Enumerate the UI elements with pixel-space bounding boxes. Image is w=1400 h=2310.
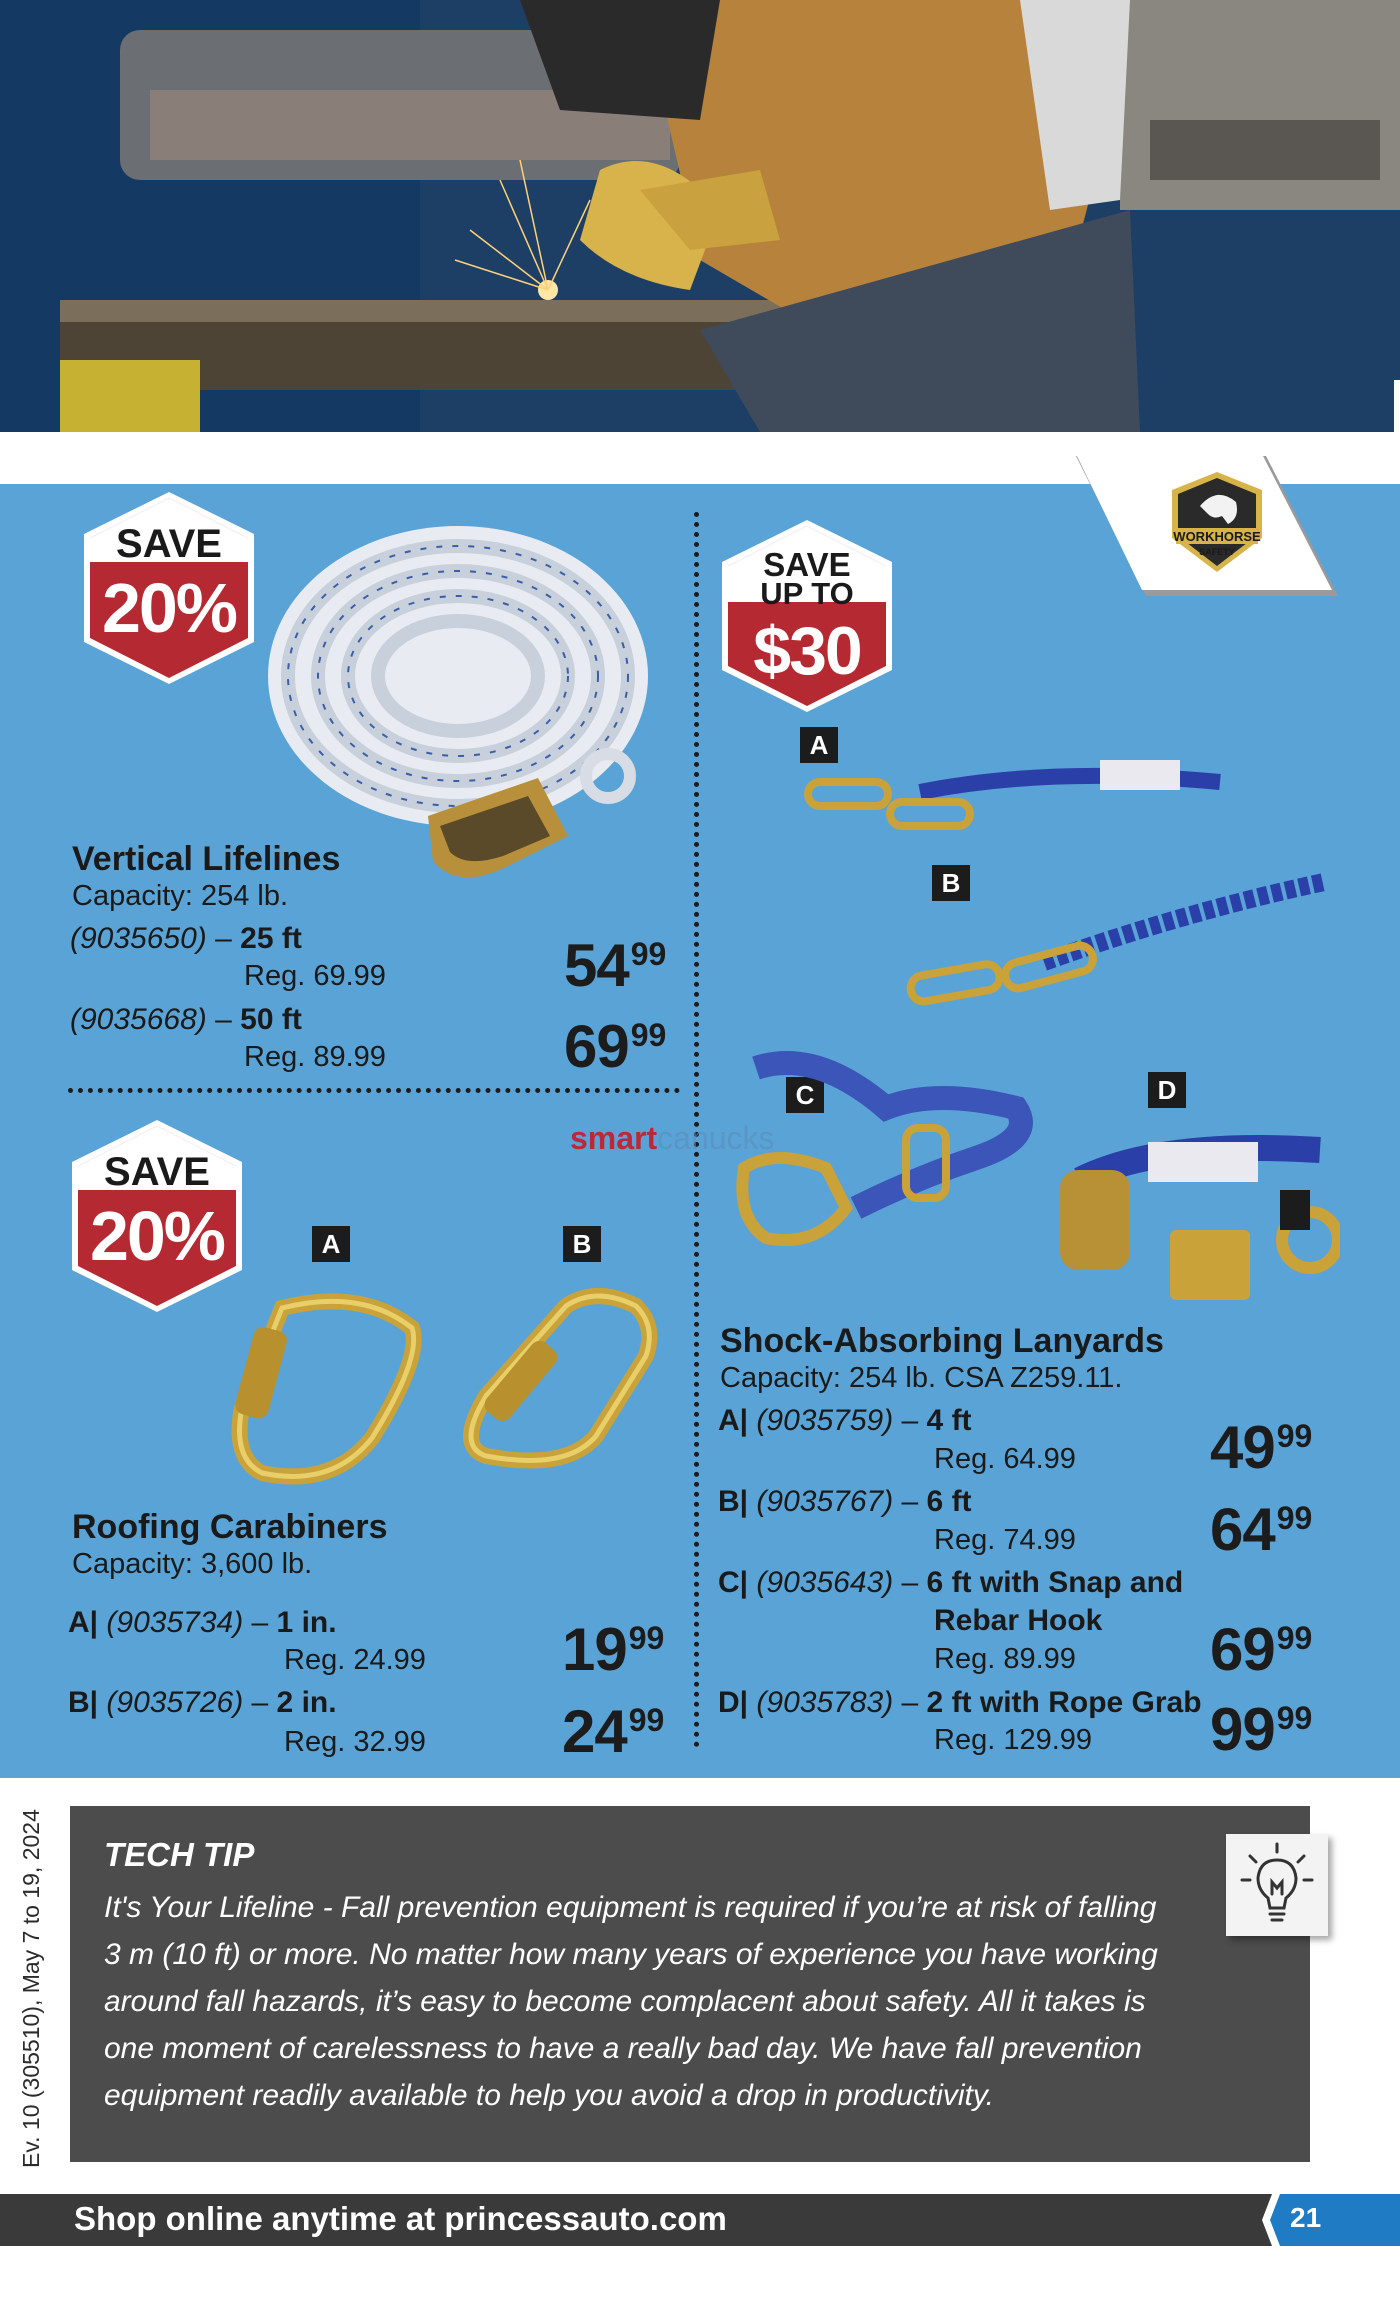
lanyard-c-image [736,1048,1036,1248]
save-badge-lanyards [718,518,896,714]
lanyards-reg-c: Reg. 89.99 [934,1643,1076,1675]
badge-amount-text: $30 [753,613,861,689]
carabiners-capacity: Capacity: 3,600 lb. [72,1548,313,1580]
price-main: 99 [1210,1696,1275,1763]
lanyards-line-a [718,1404,972,1438]
lanyards-title: Shock-Absorbing Lanyards [720,1322,1164,1360]
carabiners-title: Roofing Carabiners [72,1508,388,1546]
letter: C| [718,1566,749,1599]
price-cents: 99 [1276,1700,1313,1736]
badge-save-text: SAVE [104,1150,210,1194]
price-main: 69 [1210,1616,1275,1683]
option: 50 ft [240,1003,302,1036]
dash: – [893,1485,927,1518]
footer-bar [0,2194,1400,2246]
option: 4 ft [926,1404,972,1437]
watermark-part-1: smart [570,1120,658,1156]
horizontal-divider [68,1088,680,1093]
tech-tip-line: It's Your Lifeline - Fall prevention equipment is required if you’re at risk of falling [104,1891,1157,1924]
footer-shop-online-text[interactable]: Shop online anytime at princessauto.com [74,2200,727,2237]
sku: (9035643) [756,1566,894,1599]
tech-tip-line: one moment of carelessness to have a really bad day. We have fall prevention [104,2032,1142,2065]
badge-amount-text: 20% [89,1197,225,1275]
flyer-edition-text: Ev. 10 (305510), May 7 to 19, 2024 [18,1809,44,2168]
dash: – [243,1606,277,1639]
lanyard-b-image [904,862,1334,1012]
option-continued: Rebar Hook [934,1604,1103,1637]
workhorse-logo-subtext: SAFETY [1199,547,1235,557]
lanyards-line-c [718,1566,1183,1600]
price-cents: 99 [628,1702,665,1738]
workhorse-logo-icon [1162,468,1272,578]
lifelines-title: Vertical Lifelines [72,840,341,878]
sku: (9035759) [756,1404,894,1437]
watermark-part-2: canucks [657,1120,775,1156]
price-cents: 99 [628,1620,665,1656]
badge-save-text: SAVE [763,546,851,583]
rope-lifeline-image [258,516,668,896]
lifelines-reg-1: Reg. 69.99 [244,960,386,992]
tech-tip-box [70,1806,1310,2162]
lanyards-reg-a: Reg. 64.99 [934,1443,1076,1475]
sku: (9035668) [70,1003,207,1036]
lanyard-label-a: A [800,727,838,763]
lifelines-line-2 [70,1003,302,1037]
lifelines-line-1 [70,922,302,956]
carabiners-price-b [562,1698,665,1765]
lanyards-price-d [1210,1696,1313,1763]
save-badge-carabiners [68,1118,246,1314]
option: 25 ft [240,922,302,955]
price-cents: 99 [630,936,667,972]
carabiners-line-b [68,1686,337,1720]
lanyards-capacity: Capacity: 254 lb. CSA Z259.11. [720,1362,1123,1394]
lanyard-d-image [1040,1120,1340,1310]
page-number: 21 [1290,2202,1322,2233]
carabiners-line-a [68,1606,337,1640]
carabiner-label-a: A [312,1226,350,1262]
sku: (9035767) [756,1485,894,1518]
sku: (9035650) [70,922,207,955]
price-cents: 99 [1276,1418,1313,1454]
sku: (9035783) [756,1686,894,1719]
lanyards-price-a [1210,1414,1313,1481]
badge-amount-text: 20% [101,569,237,647]
tech-tip-line: around fall hazards, it’s easy to become complacent about safety. All it takes is [104,1985,1146,2018]
sku: (9035726) [106,1686,244,1719]
price-main: 19 [562,1616,627,1683]
tech-tip-line: 3 m (10 ft) or more. No matter how many years of experience you have working [104,1938,1158,1971]
badge-save-text: SAVE [116,522,222,566]
lanyards-line-c-cont [934,1604,1102,1638]
tech-tip-title: TECH TIP [104,1836,255,1873]
option: 6 ft with Snap and [926,1566,1184,1599]
carabiners-reg-a: Reg. 24.99 [284,1644,426,1676]
option: 1 in. [276,1606,337,1639]
lifelines-price-2 [564,1013,667,1080]
lanyards-line-b [718,1485,972,1519]
carabiners-price-a [562,1616,665,1683]
tech-tip-line: equipment readily available to help you avoid a drop in productivity. [104,2079,994,2112]
price-main: 69 [564,1013,629,1080]
option: 2 ft with Rope Grab [926,1686,1202,1719]
page-number-tab [1262,2194,1400,2246]
option: 2 in. [276,1686,337,1719]
price-main: 49 [1210,1414,1275,1481]
lanyard-label-b: B [932,865,970,901]
dash: – [893,1686,927,1719]
lanyards-line-d [718,1686,1202,1720]
carabiners-reg-b: Reg. 32.99 [284,1726,426,1758]
lanyards-reg-d: Reg. 129.99 [934,1724,1093,1756]
lanyards-price-b [1210,1496,1313,1563]
price-cents: 99 [1276,1620,1313,1656]
letter: B| [718,1485,749,1518]
option: 6 ft [926,1485,972,1518]
lifelines-price-1 [564,932,667,999]
letter: A| [68,1606,99,1639]
welder-illustration [0,0,1400,432]
workhorse-logo-text: WORKHORSE [1173,529,1261,544]
lanyards-reg-b: Reg. 74.99 [934,1524,1076,1556]
lifelines-reg-2: Reg. 89.99 [244,1041,386,1073]
letter: B| [68,1686,99,1719]
hero-welding-photo [0,0,1400,432]
letter: A| [718,1404,749,1437]
lanyard-label-d: D [1148,1072,1186,1108]
dash: – [206,922,241,955]
price-cents: 99 [1276,1500,1313,1536]
lifelines-capacity: Capacity: 254 lb. [72,880,289,912]
letter: D| [718,1686,749,1719]
carabiner-label-b: B [563,1226,601,1262]
dash: – [206,1003,241,1036]
price-cents: 99 [630,1017,667,1053]
tech-tip-body [104,1884,1214,2119]
price-main: 64 [1210,1496,1275,1563]
carabiner-a-image [222,1288,432,1488]
sku: (9035734) [106,1606,244,1639]
workhorse-logo-card [1076,454,1338,596]
dash: – [893,1404,927,1437]
badge-upto-text: UP TO [760,576,854,611]
price-main: 24 [562,1698,627,1765]
lanyard-label-c: C [786,1077,824,1113]
save-badge-lifelines [80,490,258,686]
price-main: 54 [564,932,629,999]
lanyard-a-image [800,746,1240,836]
dash: – [243,1686,277,1719]
lanyards-price-c [1210,1616,1313,1683]
carabiner-b-image [446,1286,676,1476]
lightbulb-icon [1226,1834,1328,1936]
dash: – [893,1566,927,1599]
